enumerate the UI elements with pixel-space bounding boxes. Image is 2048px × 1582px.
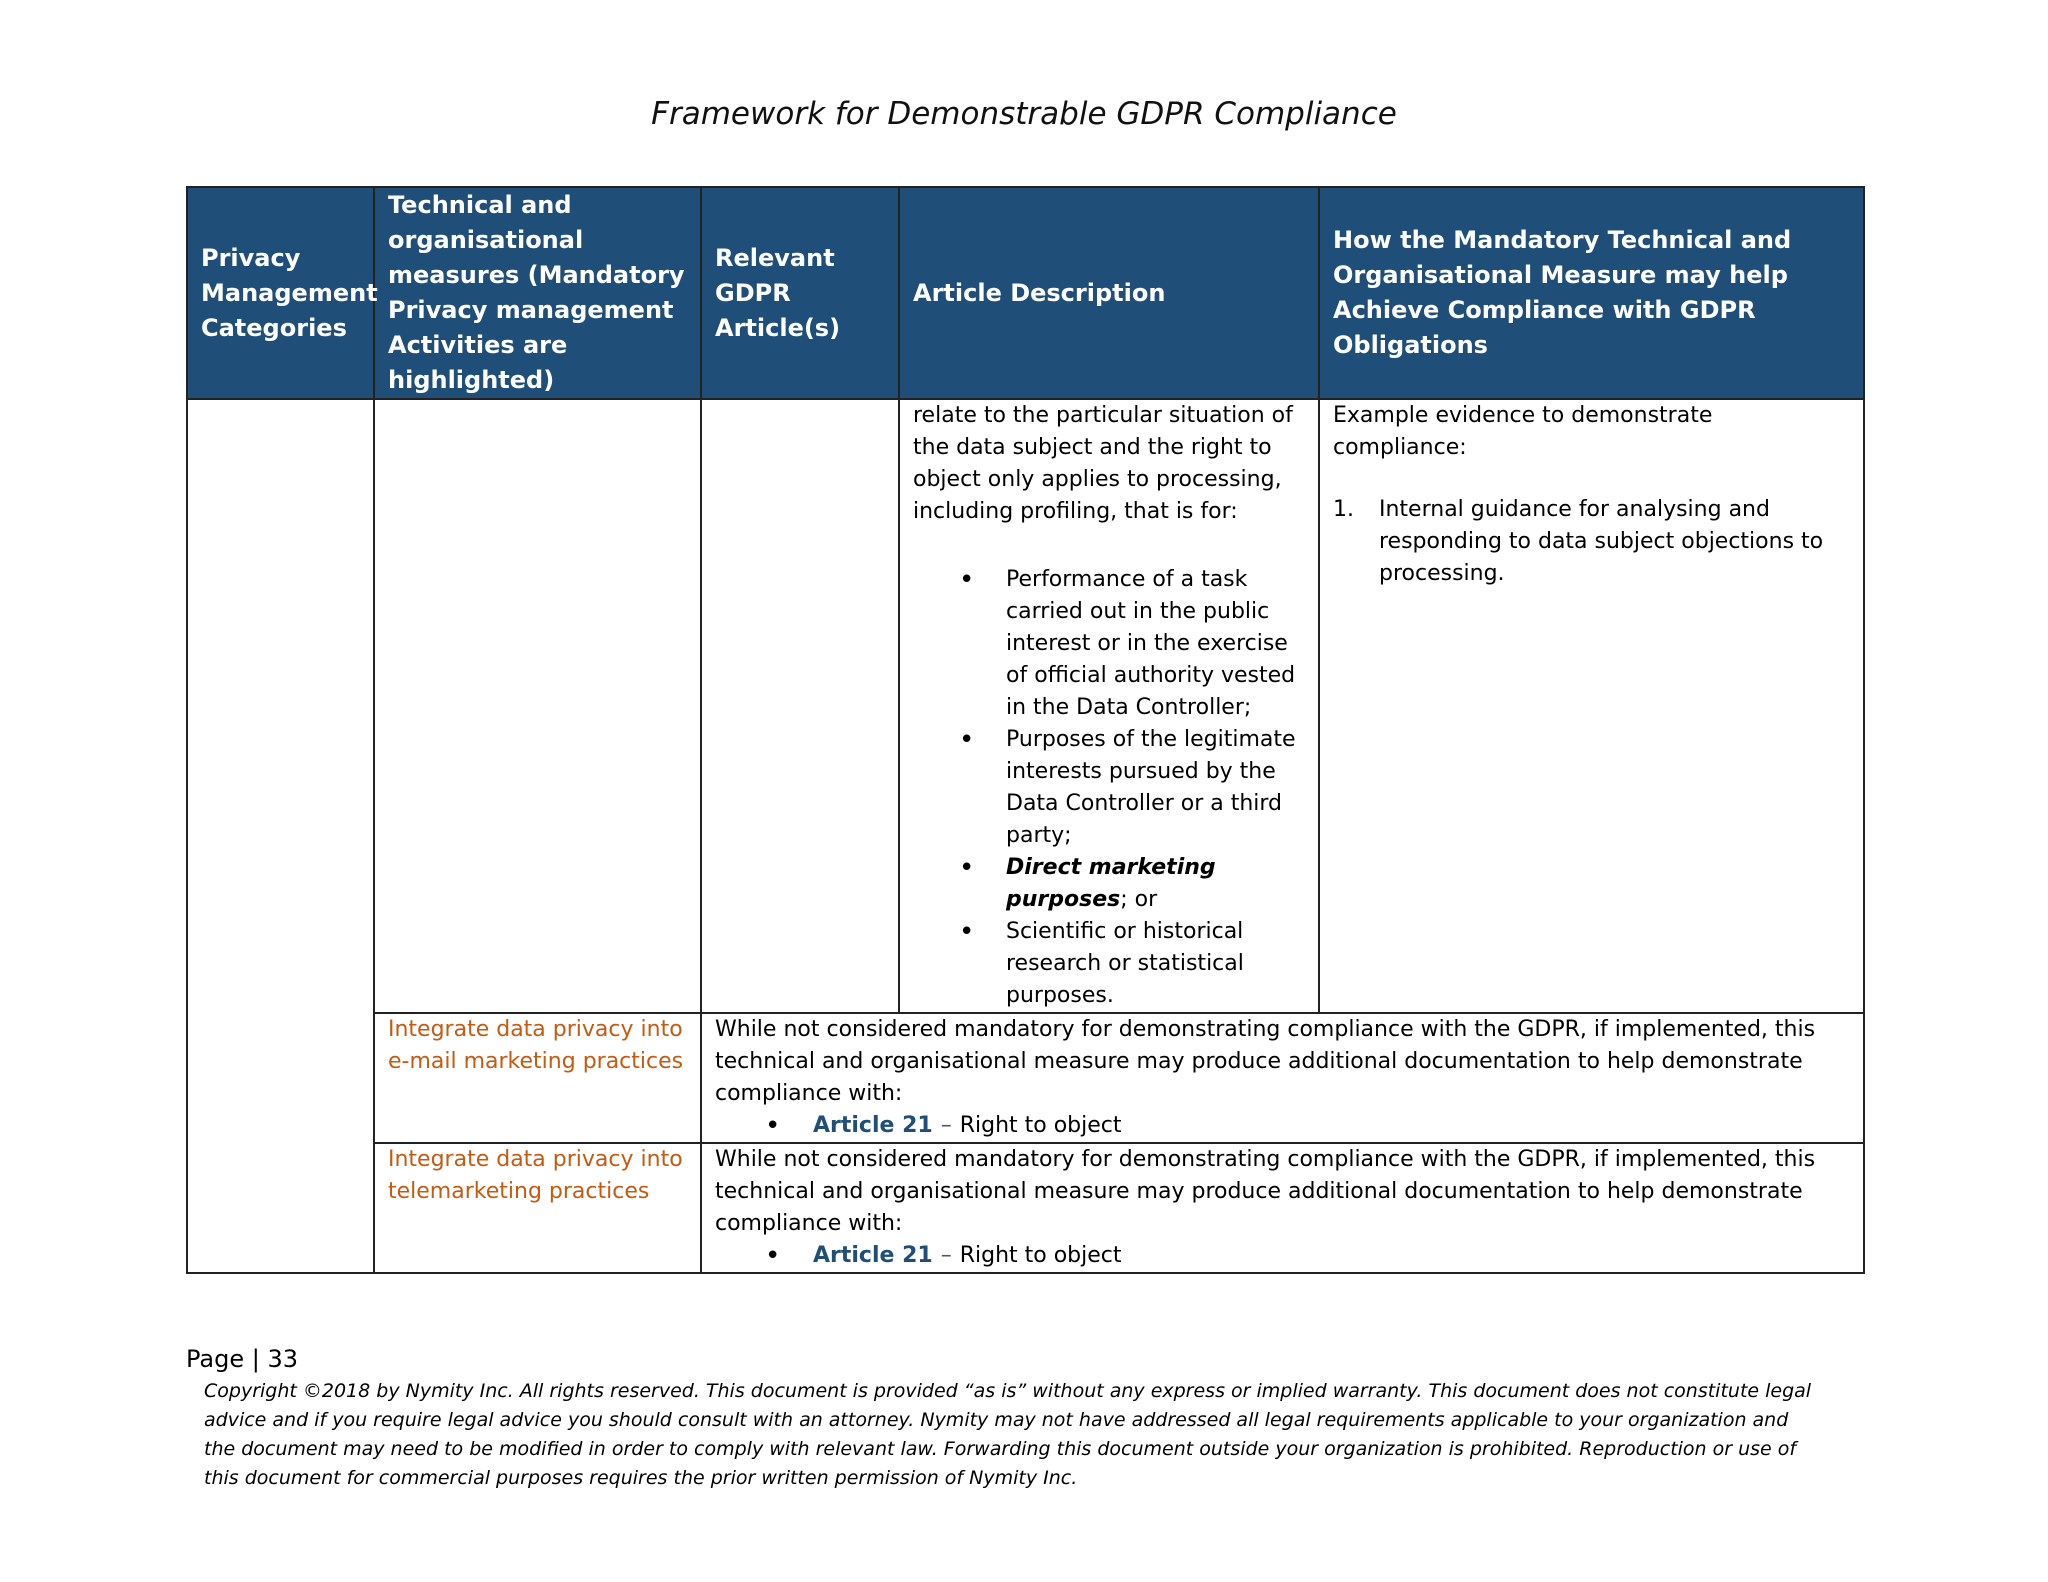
table-row xyxy=(187,1013,1864,1143)
bullet-icon: • xyxy=(765,1111,781,1141)
emphasis-text: Direct marketing purposes xyxy=(1006,855,1216,912)
compliance-list xyxy=(1333,494,1850,590)
dash-separator: – xyxy=(940,1113,952,1138)
table-row xyxy=(187,1143,1864,1273)
article-link: Article 21 xyxy=(813,1113,933,1138)
article-link: Article 21 xyxy=(813,1243,933,1268)
header-compliance-help: How the Mandatory Technical and Organisational Measure may help Achieve Compliance with GDPR Obligations xyxy=(1319,187,1864,399)
list-item-text: Internal guidance for analysing and responding to data subject objections to processing. xyxy=(1379,497,1824,586)
optional-description-cell xyxy=(701,1143,1864,1273)
compliance-heading: Example evidence to demonstrate compliance: xyxy=(1333,403,1713,460)
gdpr-compliance-table xyxy=(186,186,1865,1274)
header-measures: Technical and organisational measures (Mandatory Privacy management Activities are highlighted) xyxy=(374,187,701,399)
optional-measure-cell: Integrate data privacy into telemarketing practices xyxy=(374,1143,701,1273)
measure-cell xyxy=(374,399,701,1013)
table-header-row xyxy=(187,187,1864,399)
description-bullet-list xyxy=(913,564,1305,1012)
bullet-icon: • xyxy=(765,1241,781,1271)
optional-description-text: While not considered mandatory for demonstrating compliance with the GDPR, if implemented, this technical and organisational measure may produce additional documentation to help demonstrate compliance with: xyxy=(715,1147,1816,1236)
article-reference xyxy=(715,1240,1850,1272)
page-title: Framework for Demonstrable GDPR Compliance xyxy=(651,96,1397,132)
compliance-cell xyxy=(1319,399,1864,1013)
category-cell xyxy=(187,399,374,1273)
dash-separator: – xyxy=(940,1243,952,1268)
list-number: 1. xyxy=(1333,497,1354,522)
list-item: • Scientific or historical research or statistical purposes. xyxy=(1006,916,1305,1012)
article-cell xyxy=(701,399,899,1013)
list-item-text: ; or xyxy=(1120,887,1158,912)
optional-description-text: While not considered mandatory for demonstrating compliance with the GDPR, if implemented, this technical and organisational measure may produce additional documentation to help demonstrate compliance with: xyxy=(715,1017,1816,1106)
optional-description-cell xyxy=(701,1013,1864,1143)
list-item: • Performance of a task carried out in the public interest or in the exercise of official authority vested in the Data Controller; xyxy=(1006,564,1305,724)
article-title: Right to object xyxy=(959,1243,1122,1268)
optional-measure-cell: Integrate data privacy into e-mail marketing practices xyxy=(374,1013,701,1143)
header-privacy-categories: Privacy Management Categories xyxy=(187,187,374,399)
header-article-description: Article Description xyxy=(899,187,1319,399)
list-item xyxy=(1006,852,1305,916)
page-number: Page | 33 xyxy=(186,1345,298,1373)
table-row xyxy=(187,399,1864,1013)
article-title: Right to object xyxy=(959,1113,1122,1138)
header-gdpr-articles: Relevant GDPR Article(s) xyxy=(701,187,899,399)
copyright-notice: Copyright ©2018 by Nymity Inc. All rights reserved. This document is provided “as is” without any express or implied warranty. This document does not constitute legal advice and if you require legal advice you should consult with an attorney. Nymity may not have addressed all legal requirements applicable to your organization and the document may need to be modified in order to comply with relevant law. Forwarding this document outside your organization is prohibited. Reproduction or use of this document for commercial purposes requires the prior written permission of Nymity Inc. xyxy=(204,1380,1812,1489)
list-item: • Purposes of the legitimate interests pursued by the Data Controller or a third party; xyxy=(1006,724,1305,852)
article-reference xyxy=(715,1110,1850,1142)
description-intro: relate to the particular situation of the data subject and the right to object only applies to processing, including profiling, that is for: xyxy=(913,403,1293,524)
article-description-cell xyxy=(899,399,1319,1013)
list-item xyxy=(1333,494,1850,590)
